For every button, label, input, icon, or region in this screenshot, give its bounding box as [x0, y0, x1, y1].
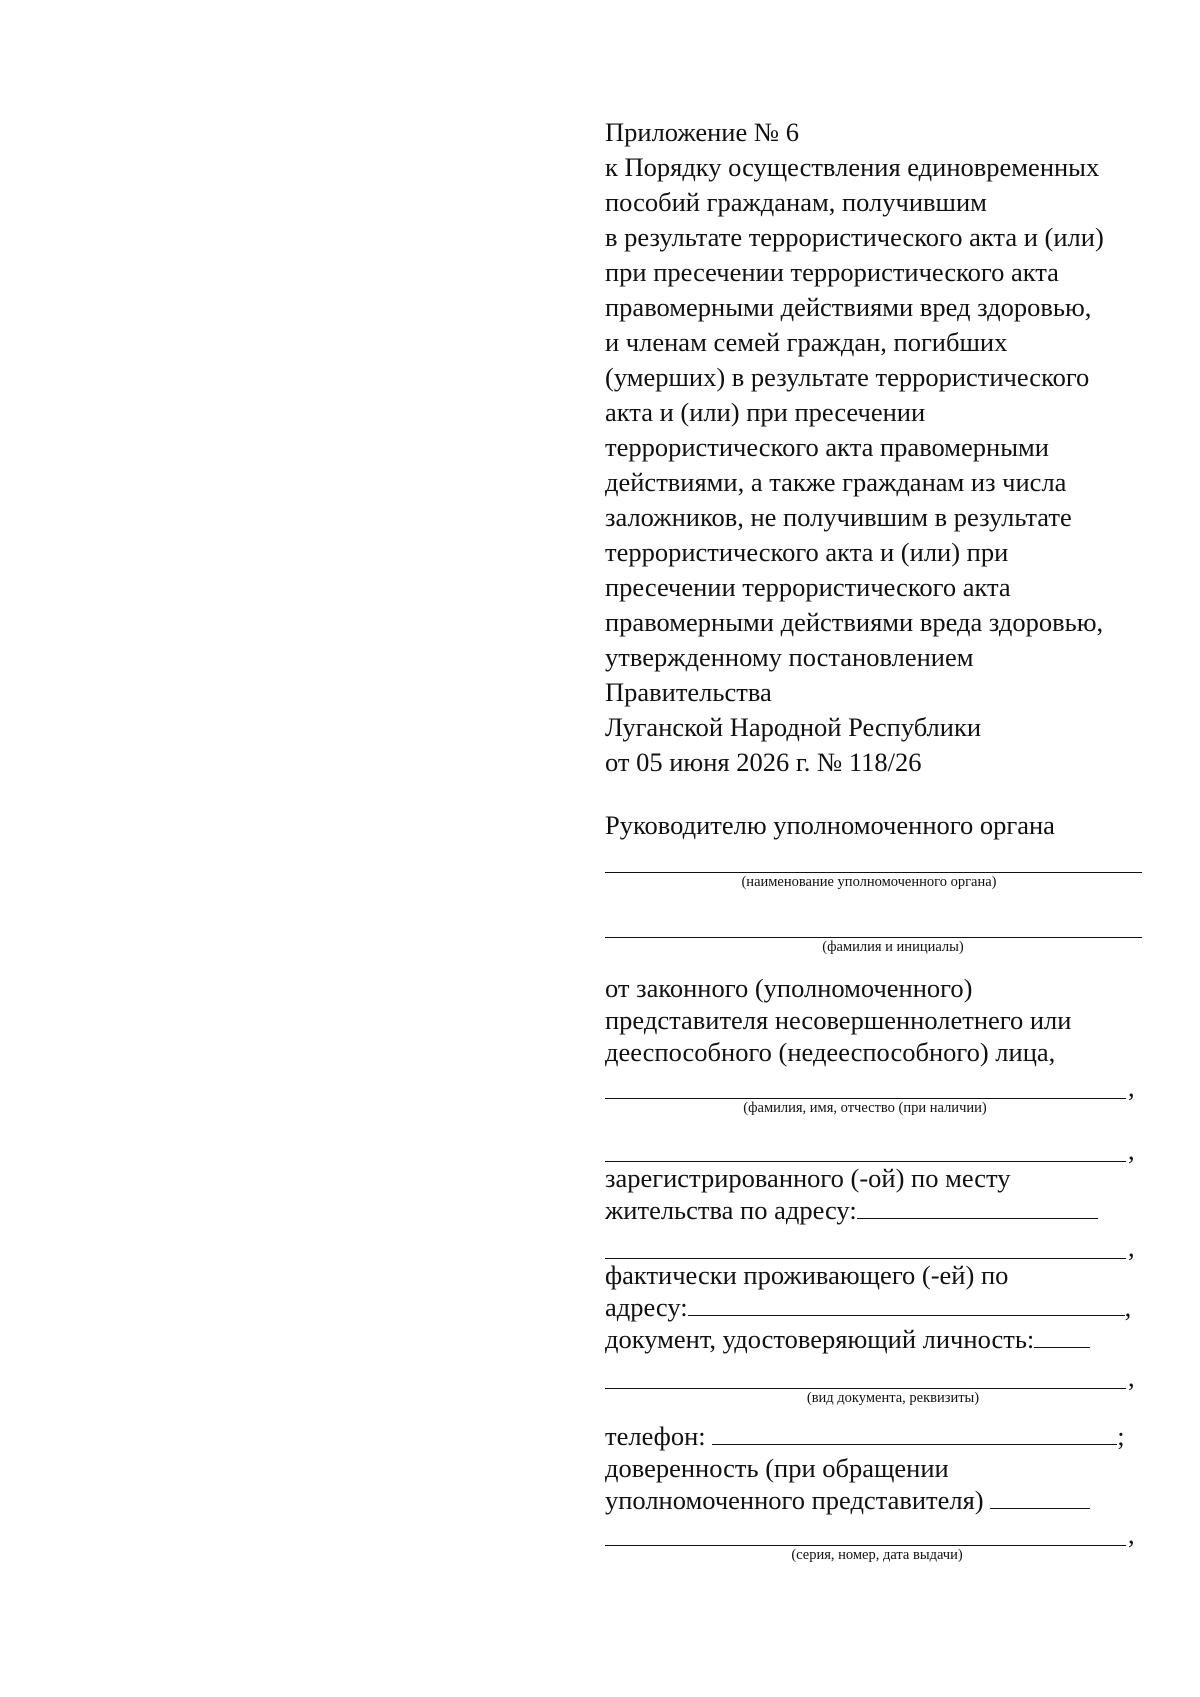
appendix-line: (умерших) в результате террористического: [605, 362, 1090, 392]
registered-address-field[interactable]: [857, 1196, 1098, 1219]
appendix-line: к Порядку осуществления единовременных: [605, 152, 1100, 182]
appendix-line: утвержденному постановлением: [605, 642, 974, 672]
appendix-line: заложников, не получившим в результате: [605, 502, 1072, 532]
phone-field[interactable]: [712, 1422, 1117, 1445]
appendix-line: террористического акта и (или) при: [605, 537, 1009, 567]
poa-label-line2: [605, 1485, 1090, 1515]
registered-label-line2: [605, 1195, 1098, 1225]
id-document-label: документ, удостоверяющий личность:: [605, 1324, 1035, 1354]
actual-label-line1: фактически проживающего (-ей) по: [605, 1260, 1009, 1290]
poa-field[interactable]: [990, 1486, 1090, 1509]
phone-label: телефон:: [605, 1421, 706, 1451]
comma: ,: [1128, 1232, 1135, 1262]
appendix-line: Приложение № 6: [605, 117, 800, 147]
appendix-line: действиями, а также гражданам из числа: [605, 467, 1067, 497]
appendix-line: пособий гражданам, получившим: [605, 187, 987, 217]
appendix-line: в результате террористического акта и (или): [605, 222, 1104, 252]
id-document-field[interactable]: [1034, 1325, 1090, 1348]
phone-line: [605, 1421, 1125, 1451]
appendix-line: Правительства: [605, 677, 772, 707]
id-document-label-line: [605, 1324, 1090, 1354]
registered-label-text: жительства по адресу:: [605, 1195, 857, 1225]
appendix-line: и членам семей граждан, погибших: [605, 327, 1008, 357]
poa-label-line1: доверенность (при обращении: [605, 1453, 949, 1483]
appendix-line: Луганской Народной Республики: [605, 712, 982, 742]
appendix-line: террористического акта правомерными: [605, 432, 1049, 462]
registered-address-field-continued[interactable]: [605, 1258, 1126, 1259]
org-name-caption: (наименование уполномоченного органа): [741, 874, 997, 890]
appendix-line: от 05 июня 2026 г. № 118/26: [605, 747, 922, 777]
comma: ,: [1128, 1362, 1135, 1392]
poa-caption: (серия, номер, дата выдачи): [791, 1547, 963, 1563]
appendix-line: акта и (или) при пресечении: [605, 397, 926, 427]
id-document-caption: (вид документа, реквизиты): [806, 1390, 980, 1406]
registered-label-line1: зарегистрированного (-ой) по месту: [605, 1163, 1011, 1193]
from-line: дееспособного (недееспособного) лица,: [605, 1037, 1056, 1067]
poa-label: уполномоченного представителя): [605, 1485, 984, 1515]
full-name-field-continued[interactable]: [605, 1161, 1126, 1162]
full-name-field[interactable]: [605, 1098, 1126, 1099]
appendix-line: при пресечении террористического акта: [605, 257, 1059, 287]
id-document-field-continued[interactable]: [605, 1388, 1126, 1389]
addressee-label: Руководителю уполномоченного органа: [605, 810, 1055, 840]
comma: ,: [1128, 1135, 1135, 1165]
appendix-line: правомерными действиями вреда здоровью,: [605, 607, 1104, 637]
from-line: представителя несовершеннолетнего или: [605, 1005, 1072, 1035]
poa-field-continued[interactable]: [605, 1545, 1126, 1546]
appendix-line: правомерными действиями вред здоровью,: [605, 292, 1092, 322]
org-name-field[interactable]: [605, 872, 1142, 873]
comma: ,: [1128, 1072, 1135, 1102]
head-name-caption: (фамилия и инициалы): [822, 939, 964, 955]
actual-label-text: адресу:: [605, 1292, 688, 1322]
full-name-caption: (фамилия, имя, отчество (при наличии): [743, 1100, 987, 1116]
comma: ,: [1124, 1292, 1132, 1322]
actual-address-field[interactable]: [688, 1293, 1125, 1316]
head-name-field[interactable]: [605, 937, 1142, 938]
appendix-line: пресечении террористического акта: [605, 572, 1011, 602]
semicolon: ;: [1117, 1421, 1125, 1451]
actual-label-line2: [605, 1292, 1131, 1322]
comma: ,: [1128, 1519, 1135, 1549]
from-line: от законного (уполномоченного): [605, 973, 973, 1003]
